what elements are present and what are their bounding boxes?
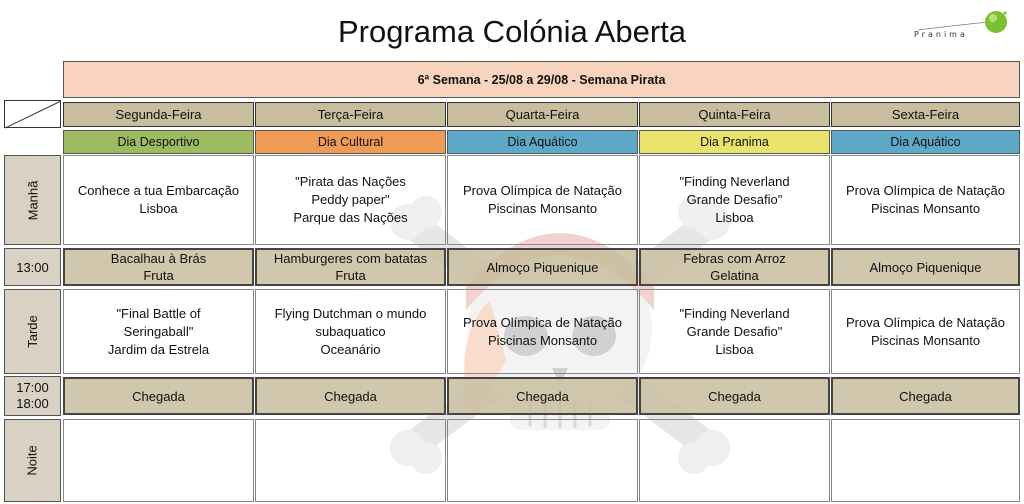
cell-chegada-sexta: Chegada [831, 377, 1020, 415]
cell-text: "Final Battle of [116, 305, 201, 321]
cell-noite-terca [255, 419, 446, 502]
cell-text: subaquatico [315, 323, 386, 339]
cell-noite-sexta [831, 419, 1020, 502]
cell-text: Seringaball" [123, 323, 194, 339]
row-label-chegada [4, 376, 61, 416]
corner-cell [4, 100, 61, 128]
cell-tarde-quinta [639, 289, 830, 374]
cell-almoco-sexta [831, 248, 1020, 286]
row-label-noite-text: Noite [24, 445, 40, 476]
green-ball-logo-icon [910, 8, 1016, 48]
cell-noite-segunda [63, 419, 254, 502]
cell-manha-quarta [447, 155, 638, 245]
row-label-tarde [4, 289, 61, 374]
cell-text: Peddy paper" [311, 192, 390, 207]
day-header-sexta: Sexta-Feira [831, 102, 1020, 127]
cell-almoco-quarta [447, 248, 638, 286]
day-header-quinta: Quinta-Feira [639, 102, 830, 127]
theme-terca: Dia Cultural [255, 130, 446, 154]
cell-chegada-quarta: Chegada [447, 377, 638, 415]
row-label-chegada-start: 17:00 [16, 380, 49, 395]
theme-segunda: Dia Desportivo [63, 130, 254, 154]
cell-tarde-quarta [447, 289, 638, 374]
cell-noite-quarta [447, 419, 638, 502]
diagonal-divider-icon [5, 101, 62, 129]
page-title: Programa Colónia Aberta [337, 14, 687, 49]
row-label-manha [4, 155, 61, 245]
row-label-almoco: 13:00 [4, 248, 61, 286]
cell-text: "Finding Neverland [679, 305, 790, 321]
cell-text: Piscinas Monsanto [487, 332, 598, 348]
cell-chegada-segunda: Chegada [63, 377, 254, 415]
cell-text: Fruta [143, 268, 174, 283]
cell-text: Almoço Piquenique [486, 259, 599, 275]
cell-almoco-quinta [639, 248, 830, 286]
cell-text: Grande Desafio" [686, 323, 783, 339]
cell-text: "Pirata das Nações [295, 174, 406, 189]
day-header-quarta: Quarta-Feira [447, 102, 638, 127]
cell-text: Parque das Nações [293, 210, 408, 225]
cell-manha-terca [255, 155, 446, 245]
cell-tarde-segunda [63, 289, 254, 374]
logo-text: Pranima [914, 30, 968, 39]
week-header: 6ª Semana - 25/08 a 29/08 - Semana Pirata [63, 61, 1020, 98]
cell-text: Gelatina [710, 268, 759, 283]
cell-text: Grande Desafio" [686, 192, 783, 207]
cell-text: Fruta [335, 268, 366, 283]
theme-sexta: Dia Aquático [831, 130, 1020, 154]
cell-almoco-segunda [63, 248, 254, 286]
cell-text: Piscinas Monsanto [870, 332, 981, 348]
day-header-segunda: Segunda-Feira [63, 102, 254, 127]
cell-text: "Finding Neverland [679, 174, 790, 189]
cell-text: Febras com Arroz [683, 251, 786, 266]
cell-text: Prova Olímpica de Natação [463, 314, 622, 330]
cell-text: Lisboa [139, 201, 178, 216]
theme-quinta: Dia Pranima [639, 130, 830, 154]
row-label-tarde-text: Tarde [25, 315, 40, 348]
cell-text: Piscinas Monsanto [487, 201, 598, 216]
theme-quarta: Dia Aquático [447, 130, 638, 154]
row-label-chegada-end: 18:00 [16, 396, 49, 411]
cell-text: Almoço Piquenique [869, 259, 982, 275]
cell-text: Conhece a tua Embarcação [77, 183, 240, 198]
cell-text: Prova Olímpica de Natação [463, 183, 622, 198]
cell-text: Bacalhau à Brás [110, 251, 207, 266]
cell-noite-quinta [639, 419, 830, 502]
pranima-logo [910, 8, 1016, 48]
cell-tarde-sexta [831, 289, 1020, 374]
cell-manha-sexta [831, 155, 1020, 245]
cell-text: Jardim da Estrela [107, 341, 210, 357]
cell-text: Prova Olímpica de Natação [846, 183, 1005, 198]
cell-almoco-terca [255, 248, 446, 286]
cell-text: Flying Dutchman o mundo [274, 305, 427, 321]
row-label-manha-text: Manhã [25, 180, 40, 220]
cell-text: Lisboa [715, 210, 754, 225]
cell-chegada-terca: Chegada [255, 377, 446, 415]
cell-manha-segunda [63, 155, 254, 245]
cell-text: Prova Olímpica de Natação [846, 314, 1005, 330]
day-header-terca: Terça-Feira [255, 102, 446, 127]
cell-text: Hamburgeres com batatas [273, 251, 428, 266]
cell-text: Oceanário [320, 341, 381, 357]
cell-text: Lisboa [715, 341, 754, 357]
cell-manha-quinta [639, 155, 830, 245]
cell-text: Piscinas Monsanto [870, 201, 981, 216]
cell-chegada-quinta: Chegada [639, 377, 830, 415]
cell-tarde-terca [255, 289, 446, 374]
row-label-noite [4, 419, 61, 502]
